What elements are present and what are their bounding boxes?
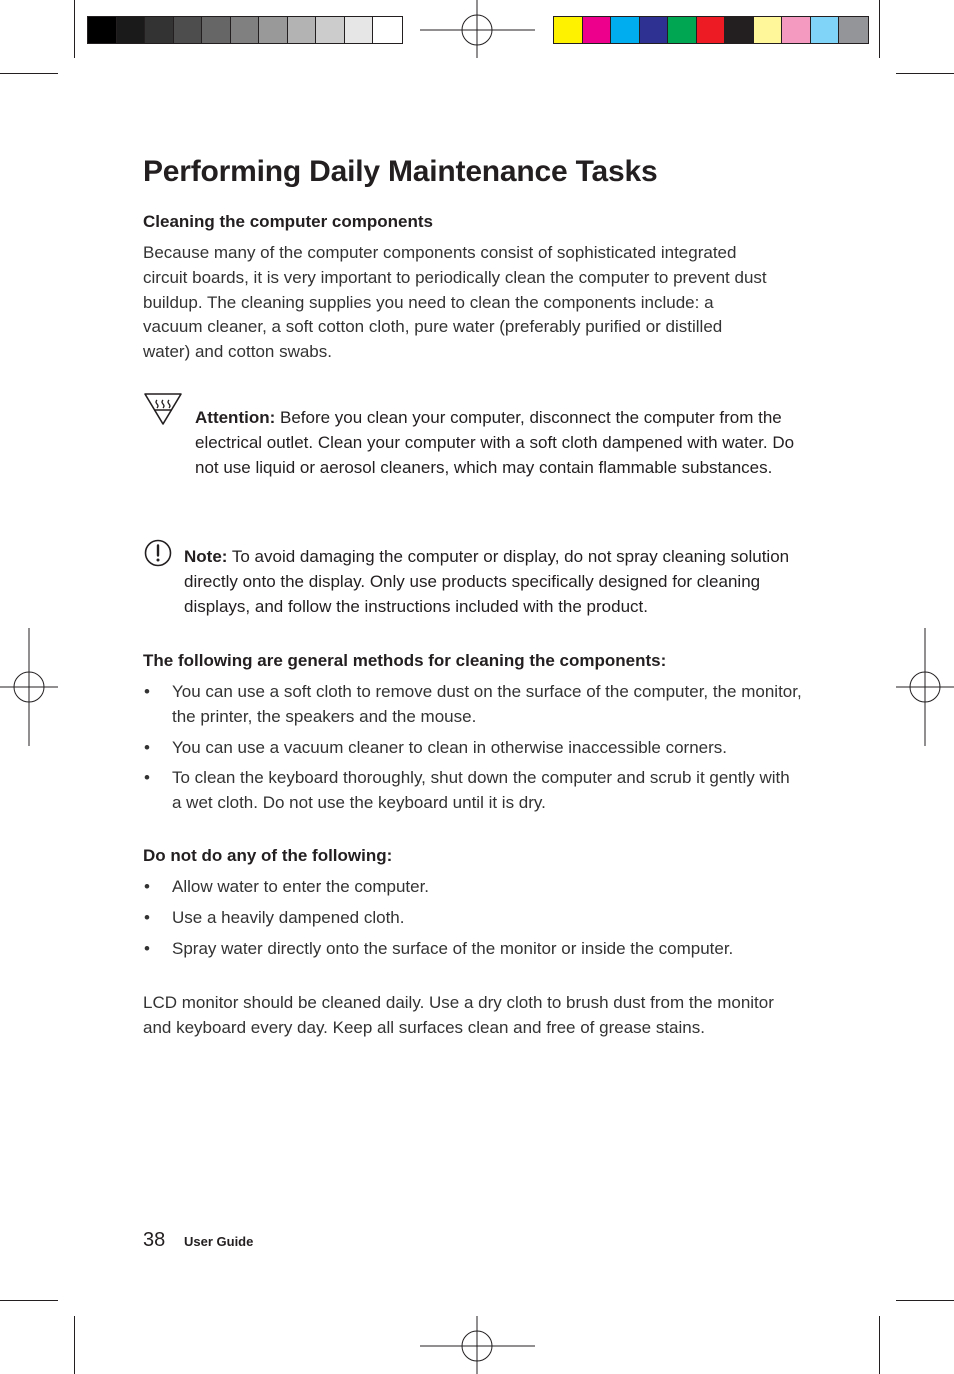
color-swatch — [668, 17, 697, 43]
list-item: • You can use a soft cloth to remove dust on the surface of the computer, the monitor, the printer, the speakers and the mouse. — [144, 682, 802, 726]
note-text: To avoid damaging the computer or display, do not spray cleaning solution directly onto the display. Only use products specifically designed for cleaning displays, and follow the instructions included with the product. — [184, 547, 790, 616]
list-item: • Allow water to enter the computer. — [143, 875, 803, 900]
section-heading-donts: Do not do any of the following: — [143, 846, 393, 865]
color-swatch — [782, 17, 811, 43]
bullet-icon: • — [144, 768, 150, 788]
registration-mark-top — [420, 0, 535, 60]
closing-paragraph: LCD monitor should be cleaned daily. Use a dry cloth to brush dust from the monitor and keyboard every day. Keep all surfaces clean and free of grease stains. — [143, 993, 774, 1037]
color-swatch — [811, 17, 840, 43]
bullet-icon: • — [144, 907, 150, 927]
color-swatch — [345, 17, 374, 43]
crop-mark — [74, 0, 75, 58]
color-swatch — [697, 17, 726, 43]
hot-surface-warning-icon — [143, 392, 183, 426]
attention-label: Attention: — [195, 408, 276, 427]
note-label: Note: — [184, 547, 228, 566]
color-swatch — [145, 17, 174, 43]
color-swatch — [117, 17, 146, 43]
color-swatch — [640, 17, 669, 43]
note-callout — [184, 545, 799, 619]
grayscale-color-bar — [87, 16, 403, 44]
footer-label: User Guide — [184, 1234, 254, 1249]
color-swatch — [839, 17, 868, 43]
bullet-icon: • — [144, 877, 150, 896]
donts-list — [143, 875, 803, 967]
color-swatch — [231, 17, 260, 43]
registration-mark-left — [0, 628, 58, 746]
cleaning-intro-paragraph: Because many of the computer components consist of sophisticated integrated circuit boards, it is very important to periodically clean the computer to prevent dust buildup. The cleaning supplies you need to clean the components include: a vacuum cleaner, a soft cotton cloth, pure water (preferably purified or distilled water) and cotton swabs. — [143, 243, 767, 362]
attention-text: Before you clean your computer, disconnect the computer from the electrical outlet. Clean your computer with a soft cloth dampened with water. Do not use liquid or aerosol cleaners, which may contain flammable substances. — [195, 408, 795, 477]
color-swatch — [174, 17, 203, 43]
list-item: • You can use a vacuum cleaner to clean in otherwise inaccessible corners. — [143, 736, 803, 761]
crop-mark — [74, 1316, 75, 1374]
crop-mark — [879, 1316, 880, 1374]
crop-mark — [0, 1300, 58, 1301]
color-swatch — [583, 17, 612, 43]
methods-list — [143, 680, 803, 822]
color-swatch — [754, 17, 783, 43]
list-item: • Spray water directly onto the surface of the monitor or inside the computer. — [143, 937, 803, 962]
page-number: 38 — [143, 1229, 166, 1251]
page-title: Performing Daily Maintenance Tasks — [143, 155, 658, 188]
color-swatch — [373, 17, 402, 43]
registration-mark-right — [896, 628, 954, 746]
bullet-icon: • — [144, 938, 150, 958]
color-swatch — [316, 17, 345, 43]
bullet-icon: • — [144, 737, 150, 757]
section-heading-cleaning: Cleaning the computer components — [143, 212, 433, 231]
registration-mark-bottom — [420, 1316, 535, 1374]
crop-mark — [896, 1300, 954, 1301]
exclamation-circle-icon — [143, 538, 173, 568]
section-heading-methods: The following are general methods for cleaning the components: — [143, 651, 667, 670]
color-swatch — [202, 17, 231, 43]
color-swatch — [288, 17, 317, 43]
bullet-icon: • — [144, 682, 150, 701]
list-item: • Use a heavily dampened cloth. — [143, 906, 803, 931]
crop-mark — [879, 0, 880, 58]
attention-callout — [195, 406, 795, 480]
color-swatch — [725, 17, 754, 43]
crop-mark — [896, 73, 954, 74]
color-swatch — [88, 17, 117, 43]
process-color-bar — [553, 16, 869, 44]
crop-mark — [0, 73, 58, 74]
color-swatch — [554, 17, 583, 43]
color-swatch — [611, 17, 640, 43]
color-swatch — [259, 17, 288, 43]
list-item: • To clean the keyboard thoroughly, shut down the computer and scrub it gently with a wet cloth. Do not use the keyboard until it is dry. — [144, 768, 790, 813]
